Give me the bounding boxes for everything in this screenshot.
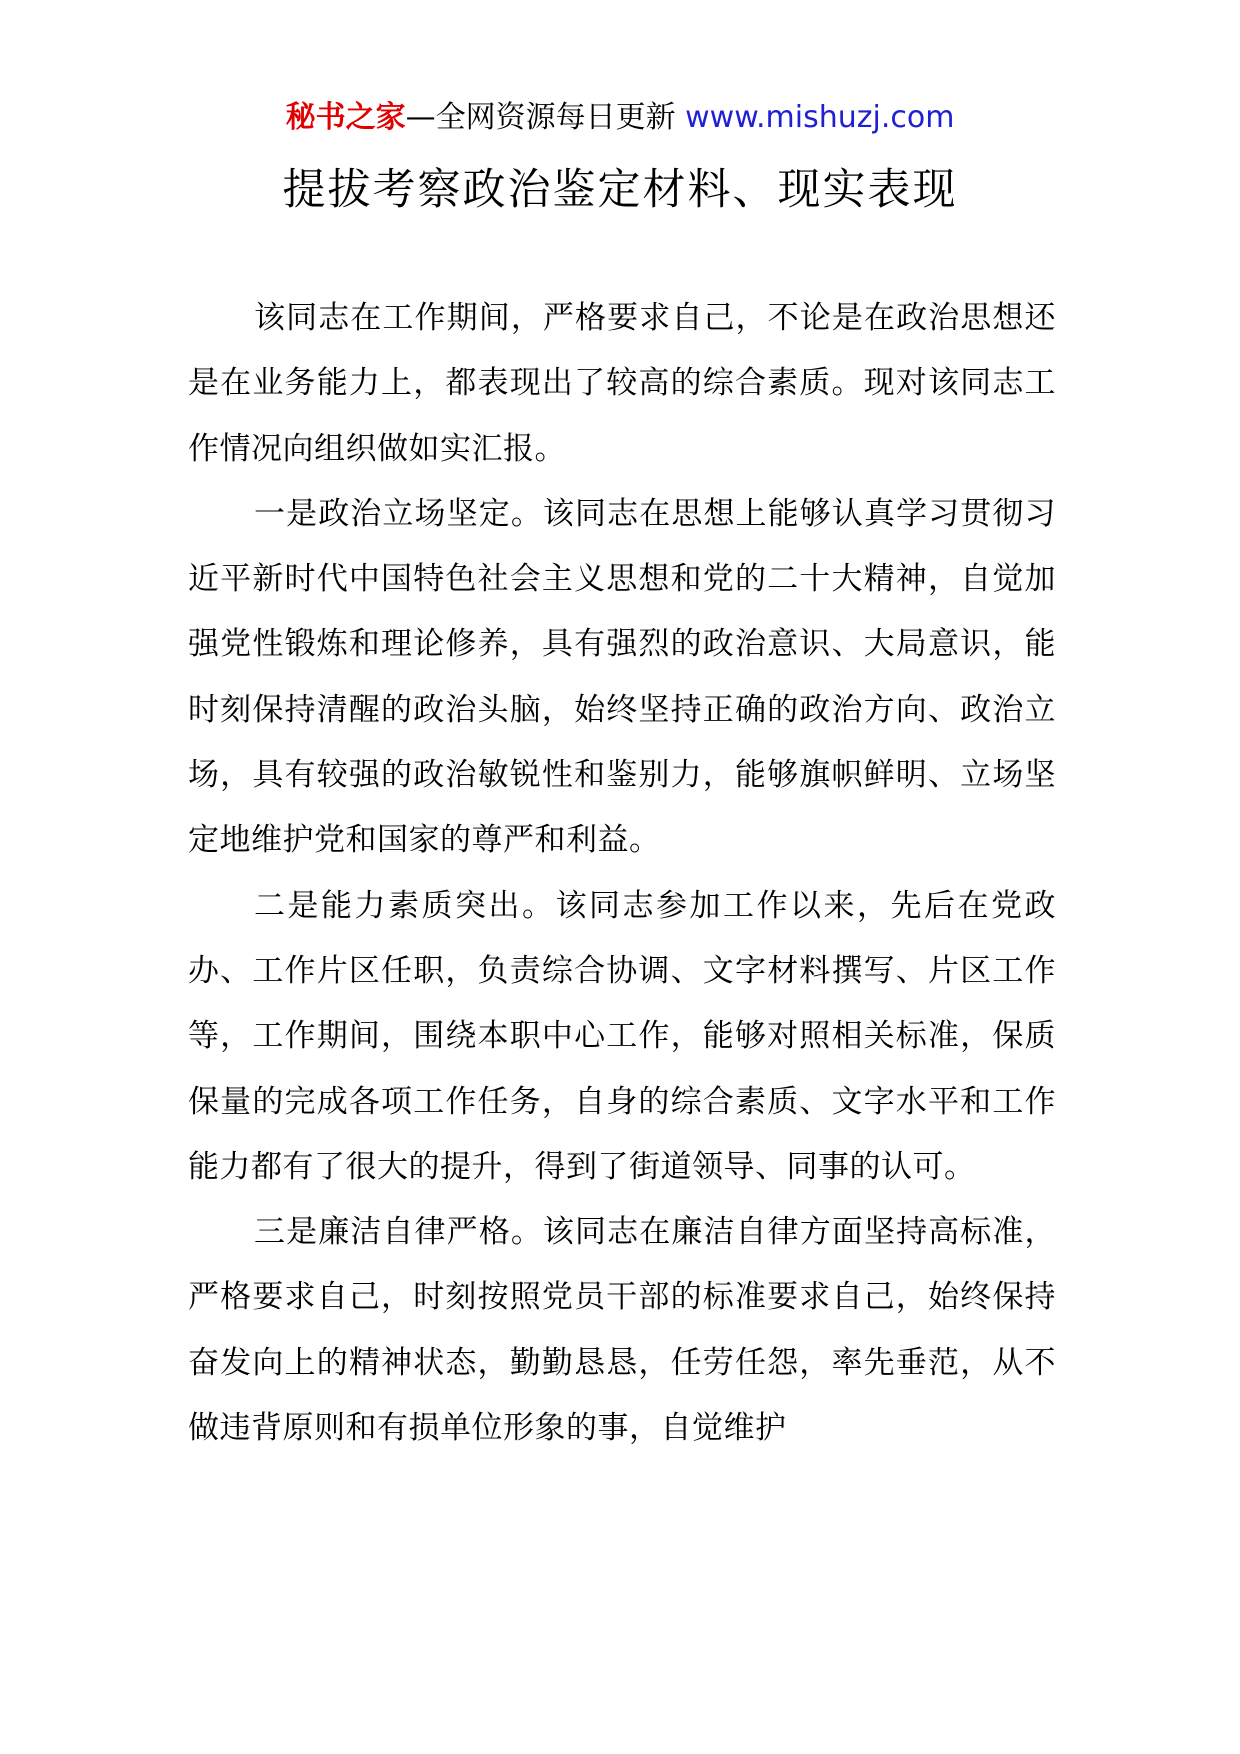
paragraph-political-stance: 一是政治立场坚定。该同志在思想上能够认真学习贯彻习近平新时代中国特色社会主义思想和党的二十大精神，自觉加强党性锻炼和理论修养，具有强烈的政治意识、大局意识，能时刻保持清醒的政治头脑，始终坚持正确的政治方向、政治立场，具有较强的政治敏锐性和鉴别力，能够旗帜鲜明、立场坚定地维护党和国家的尊严和利益。 [188, 495, 1056, 859]
paragraph-ability: 二是能力素质突出。该同志参加工作以来，先后在党政办、工作片区任职，负责综合协调、文字材料撰写、片区工作等，工作期间，围绕本职中心工作，能够对照相关标准，保质保量的完成各项工作任务，自身的综合素质、文字水平和工作能力都有了很大的提升，得到了街道领导、同事的认可。 [188, 887, 1056, 1185]
document-title: 提拔考察政治鉴定材料、现实表现 [282, 165, 958, 215]
document-body [188, 286, 1056, 1461]
site-url-link[interactable]: www.mishuzj.com [685, 100, 955, 135]
site-header [0, 98, 1240, 138]
paragraph-integrity: 三是廉洁自律严格。该同志在廉洁自律方面坚持高标准，严格要求自己，时刻按照党员干部的标准要求自己，始终保持奋发向上的精神状态，勤勤恳恳，任劳任怨，率先垂范，从不做违背原则和有损单位形象的事，自觉维护 [188, 1214, 1056, 1447]
paragraph-intro: 该同志在工作期间，严格要求自己，不论是在政治思想还是在业务能力上，都表现出了较高的综合素质。现对该同志工作情况向组织做如实汇报。 [188, 300, 1056, 467]
brand-name: 秘书之家 [285, 100, 406, 135]
header-tagline: —全网资源每日更新 [405, 100, 686, 135]
